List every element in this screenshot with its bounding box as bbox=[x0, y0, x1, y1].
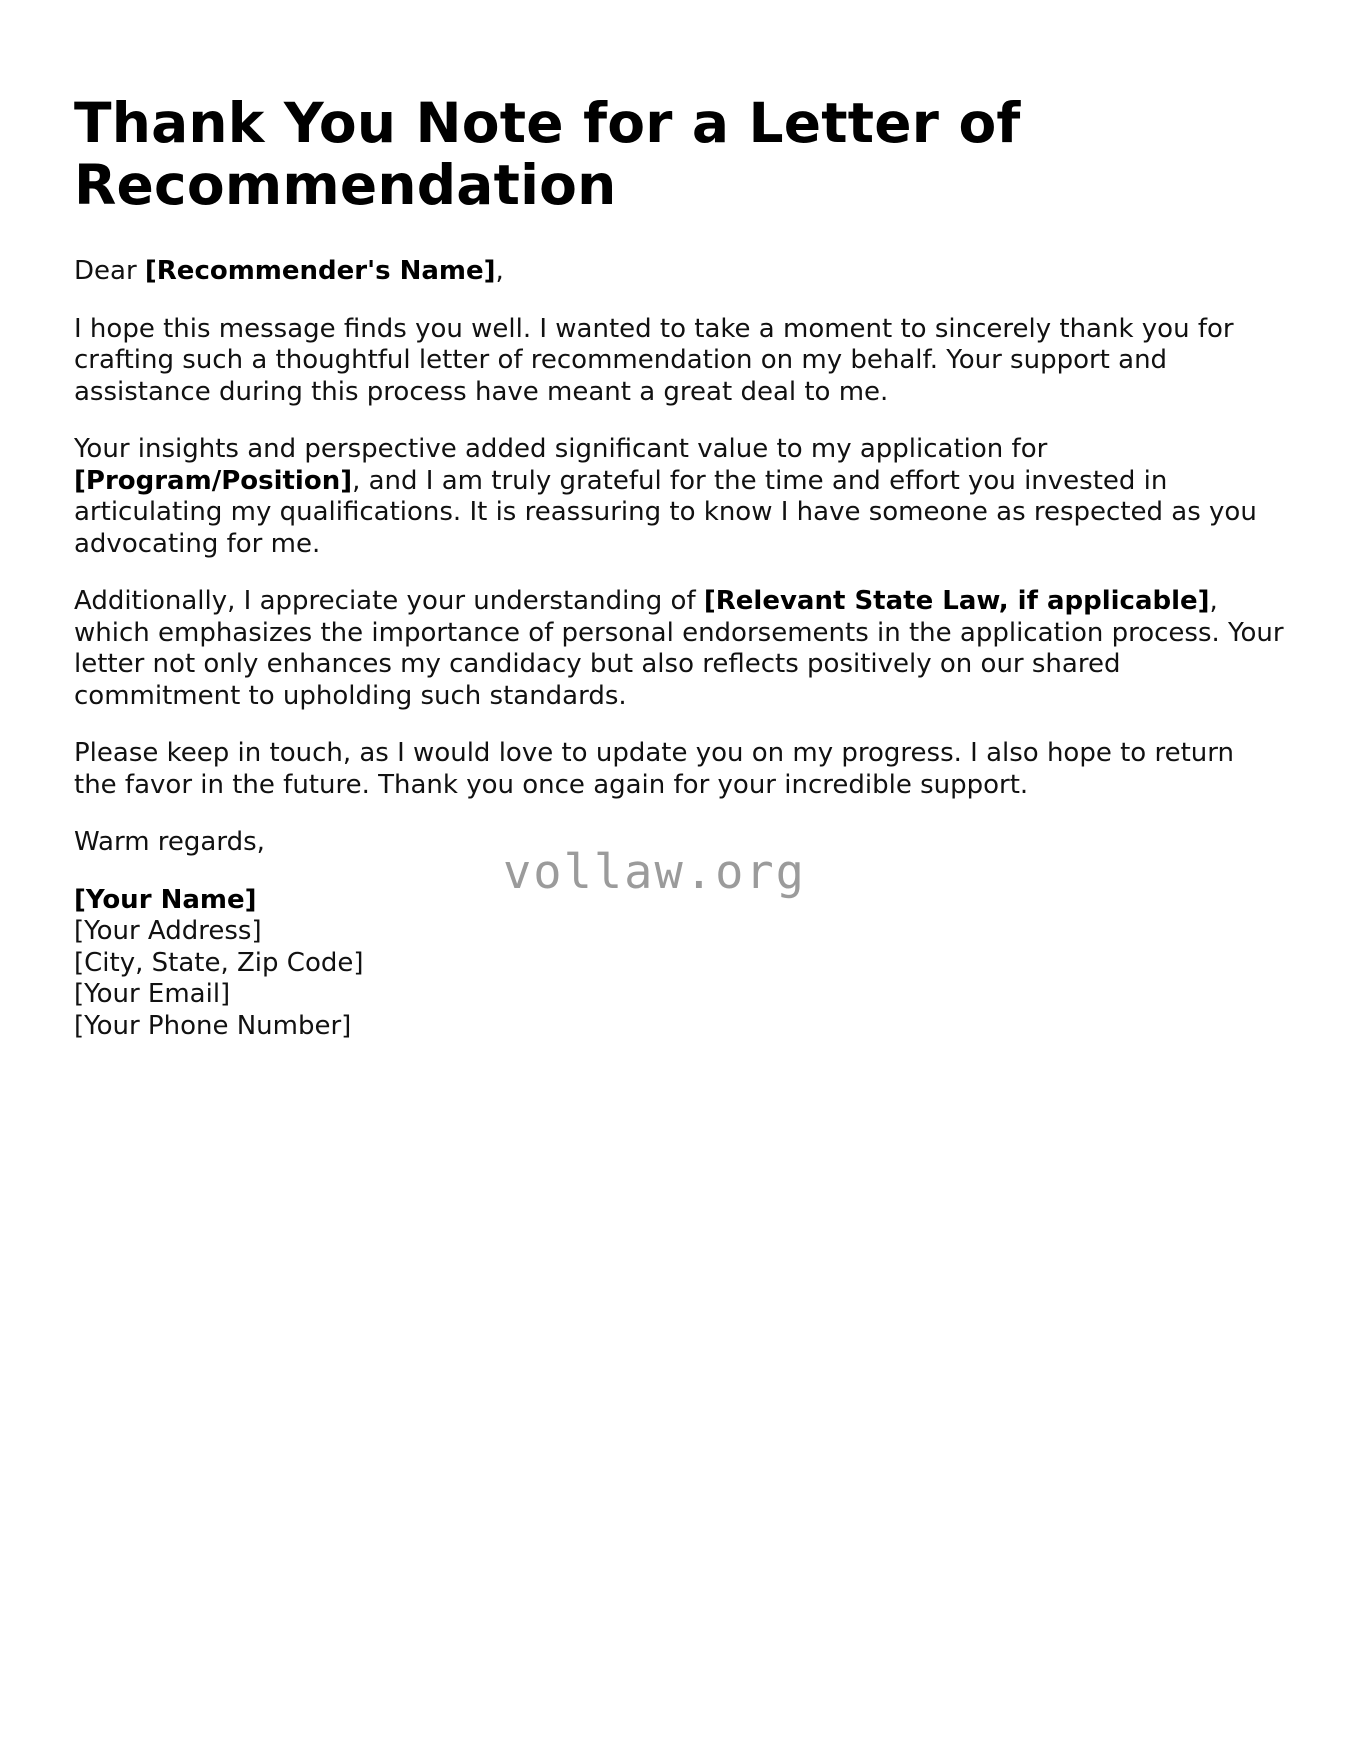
signature-name: [Your Name] bbox=[74, 884, 257, 915]
salutation-suffix: , bbox=[495, 256, 504, 286]
paragraph-2 bbox=[74, 434, 1284, 560]
salutation-prefix: Dear bbox=[74, 256, 145, 286]
program-position-placeholder: [Program/Position] bbox=[74, 465, 353, 496]
signature-city-state-zip: [City, State, Zip Code] bbox=[74, 947, 364, 978]
signature-phone: [Your Phone Number] bbox=[74, 1010, 352, 1041]
paragraph-1 bbox=[74, 314, 1284, 409]
closing: Warm regards, bbox=[74, 827, 265, 857]
paragraph-text: Additionally, I appreciate your understanding of bbox=[74, 586, 704, 616]
paragraph-text: I hope this message finds you well. I wanted to take a moment to sincerely thank you for crafting such a thoughtful letter of recommendation on my behalf. Your support and assistance during this process have meant a great deal to me. bbox=[74, 313, 1234, 407]
paragraph-4 bbox=[74, 738, 1284, 801]
recommender-name-placeholder: [Recommender's Name] bbox=[144, 256, 496, 286]
paragraph-text: , and I am truly grateful for the time and effort you invested in articulating my qualifications. It is reassuring to know I have someone as respected as you advocating for me. bbox=[74, 465, 1257, 559]
signature-block bbox=[74, 885, 1284, 1043]
document-title: Thank You Note for a Letter of Recommendation bbox=[74, 91, 1021, 217]
signature-address: [Your Address] bbox=[74, 916, 262, 946]
signature-email: [Your Email] bbox=[74, 979, 231, 1009]
paragraph-text: Please keep in touch, as I would love to update you on my progress. I also hope to return the favor in the future. Thank you once again for your incredible support. bbox=[74, 738, 1234, 800]
state-law-placeholder: [Relevant State Law, if applicable] bbox=[703, 586, 1210, 616]
watermark: vollaw.org bbox=[503, 845, 806, 900]
paragraph-3 bbox=[74, 586, 1284, 712]
salutation bbox=[74, 256, 1284, 288]
paragraph-text: , which emphasizes the importance of personal endorsements in the application process. Your letter not only enhances my candidacy but also reflects positively on our shared commitment to upholding such standards. bbox=[74, 586, 1284, 711]
paragraph-text: Your insights and perspective added significant value to my application for bbox=[74, 434, 1048, 464]
